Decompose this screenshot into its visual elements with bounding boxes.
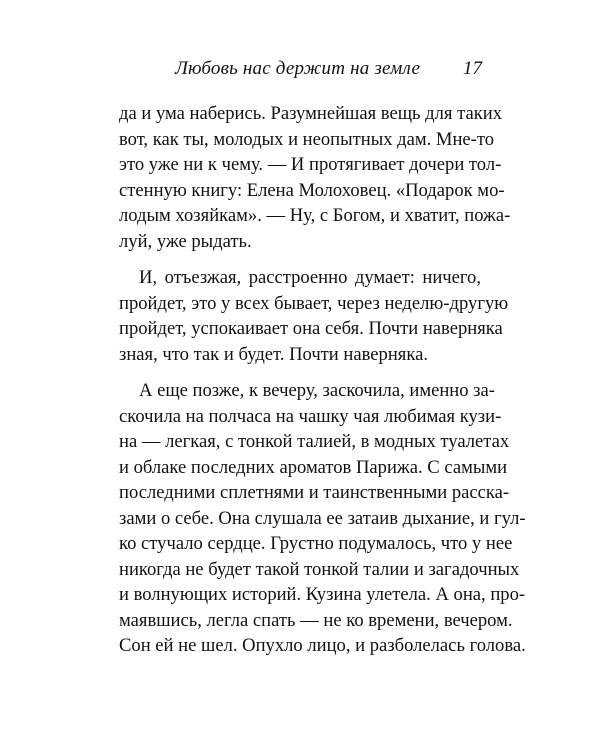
paragraph-3: [119, 378, 526, 659]
page-number: 17: [463, 58, 482, 79]
text-line: вот, как ты, молодых и неопытных дам. Мне-то: [119, 128, 495, 150]
running-head: [0, 58, 600, 88]
text-line: пройдет, успокаивает она себя. Почти наверняка: [119, 318, 503, 339]
text-line: лодым хозяйкам». — Ну, с Богом, и хватит, пожа-: [119, 205, 511, 226]
text-line: ко стучало сердце. Грустно подумалось, что у нее: [119, 533, 513, 554]
text-line: никогда не будет такой тонкой талии и загадочных: [119, 558, 520, 580]
text-line: скочила на полчаса на чашку чая любимая кузи-: [119, 405, 502, 427]
text-line: Сон ей не шел. Опухло лицо, и разболелась голова.: [119, 635, 526, 656]
text-line: зами о себе. Она слушала ее затаив дыхание, и гул-: [119, 507, 526, 529]
text-line: А еще позже, к вечеру, заскочила, именно за-: [139, 380, 495, 401]
paragraph-1: [119, 101, 511, 254]
text-line: последними сплетнями и таинственными расска-: [119, 482, 510, 503]
text-line: и волнующих историй. Кузина улетела. А она, про-: [119, 584, 526, 605]
text-line: стенную книгу: Елена Молоховец. «Подарок мо-: [119, 179, 505, 201]
text-line: да и ума наберись. Разумнейшая вещь для таких: [119, 103, 502, 124]
text-line: маявшись, легла спать — не ко времени, вечером.: [119, 609, 513, 631]
text-line: луй, уже рыдать.: [119, 230, 252, 252]
text-line: это уже ни к чему. — И протягивает дочери тол-: [119, 154, 502, 175]
text-line: И, отъезжая, расстроенно думает: ничего,: [139, 267, 481, 288]
text-line: на — легкая, с тонкой талией, в модных туалетах: [119, 431, 510, 452]
text-line: и облаке последних ароматов Парижа. С самыми: [119, 456, 508, 478]
paragraph-2: [119, 265, 509, 367]
running-title: Любовь нас держит на земле: [175, 58, 421, 79]
text-line: зная, что так и будет. Почти наверняка.: [119, 343, 428, 365]
body-text: [119, 101, 526, 670]
text-line: пройдет, это у всех бывает, через неделю-другую: [119, 292, 509, 314]
